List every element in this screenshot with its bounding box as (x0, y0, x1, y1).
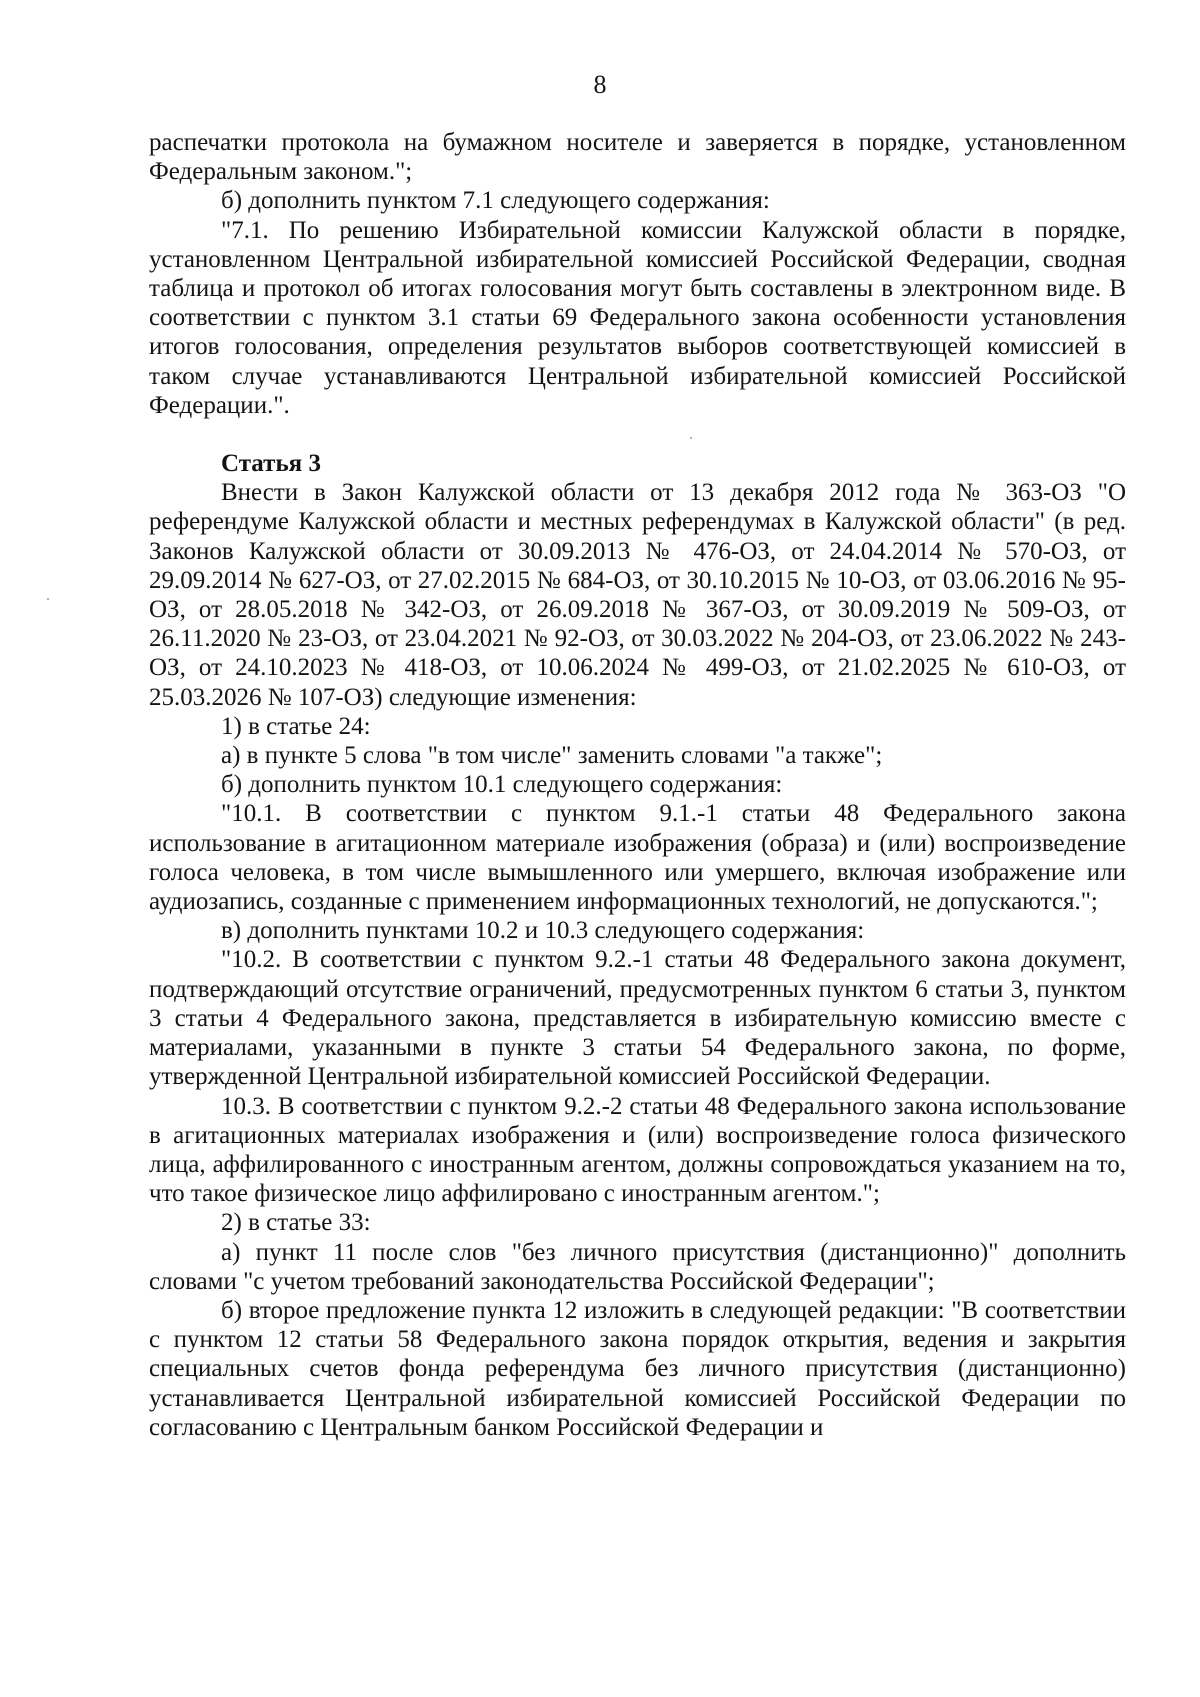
paragraph: б) дополнить пунктом 7.1 следующего содержания: (221, 187, 770, 215)
paragraph: б) второе предложение пункта 12 изложить в следующей редакции: "В соответствии с пунктом 12 статьи 58 Федерального закона порядок открытия, ведения и закрытия специальных счетов фонда референдума без личного присутствия (дистанционно) устанавливается Центральной избирательной комиссией Российской Федерации по согласованию с Центральным банком Российской Федерации и (149, 1296, 1126, 1441)
paragraph: "10.2. В соответствии с пунктом 9.2.-1 статьи 48 Федерального закона документ, подтверждающий отсутствие ограничений, предусмотренных пунктом 6 статьи 3, пунктом 3 статьи 4 Федерального закона, представляется в избирательную комиссию вместе с материалами, указанными в пункте 3 статьи 54 Федерального закона, по форме, утвержденной Центральной избирательной комиссией Российской Федерации. (149, 946, 1126, 1091)
paragraph: 1) в статье 24: (221, 712, 371, 740)
paragraph-gap (149, 420, 1126, 449)
paragraph: "7.1. По решению Избирательной комиссии Калужской области в порядке, установленном Центральной избирательной комиссией Российской Федерации, сводная таблица и протокол об итогах голосования могут быть составлены в электронном виде. В соответствии с пунктом 3.1 статьи 69 Федерального закона особенности установления итогов голосования, определения результатов выборов соответствующей комиссией в таком случае устанавливаются Центральной избирательной комиссией Российской Федерации.". (149, 216, 1126, 419)
scan-artifact (47, 598, 49, 600)
paragraph: 10.3. В соответствии с пунктом 9.2.-2 статьи 48 Федерального закона использование в агитационных материалах изображения и (или) воспроизведение голоса физического лица, аффилированного с иностранным агентом, должны сопровождаться указанием на то, что такое физическое лицо аффилировано с иностранным агентом."; (149, 1092, 1126, 1208)
document-body (149, 128, 1126, 1442)
article-heading: Статья 3 (221, 450, 321, 478)
paragraph: Внести в Закон Калужской области от 13 декабря 2012 года № 363-ОЗ "О референдуме Калужской области и местных референдумах в Калужской области" (в ред. Законов Калужской области от 30.09.2013 № 476-ОЗ, от 24.04.2014 № 570-ОЗ, от 29.09.2014 № 627-ОЗ, от 27.02.2015 № 684-ОЗ, от 30.10.2015 № 10-ОЗ, от 03.06.2016 № 95-ОЗ, от 28.05.2018 № 342-ОЗ, от 26.09.2018 № 367-ОЗ, от 30.09.2019 № 509-ОЗ, от 26.11.2020 № 23-ОЗ, от 23.04.2021 № 92-ОЗ, от 30.03.2022 № 204-ОЗ, от 23.06.2022 № 243-ОЗ, от 24.10.2023 № 418-ОЗ, от 10.06.2024 № 499-ОЗ, от 21.02.2025 № 610-ОЗ, от 25.03.2026 № 107-ОЗ) следующие изменения: (149, 479, 1126, 711)
scan-artifact (690, 437, 692, 439)
paragraph: а) пункт 11 после слов "без личного присутствия (дистанционно)" дополнить словами "с учетом требований законодательства Российской Федерации"; (149, 1238, 1126, 1295)
paragraph: в) дополнить пунктами 10.2 и 10.3 следующего содержания: (221, 917, 865, 945)
paragraph: б) дополнить пунктом 10.1 следующего содержания: (221, 771, 783, 799)
page-number: 8 (593, 70, 607, 99)
paragraph: 2) в статье 33: (221, 1209, 371, 1237)
paragraph: "10.1. В соответствии с пунктом 9.1.-1 статьи 48 Федерального закона использование в агитационном материале изображения (образа) и (или) воспроизведение голоса человека, в том числе вымышленного или умершего, включая изображение или аудиозапись, созданные с применением информационных технологий, не допускаются."; (149, 800, 1126, 916)
paragraph: а) в пункте 5 слова "в том числе" заменить словами "а также"; (221, 742, 883, 770)
paragraph: распечатки протокола на бумажном носителе и заверяется в порядке, установленном Федеральным законом."; (149, 129, 1126, 186)
